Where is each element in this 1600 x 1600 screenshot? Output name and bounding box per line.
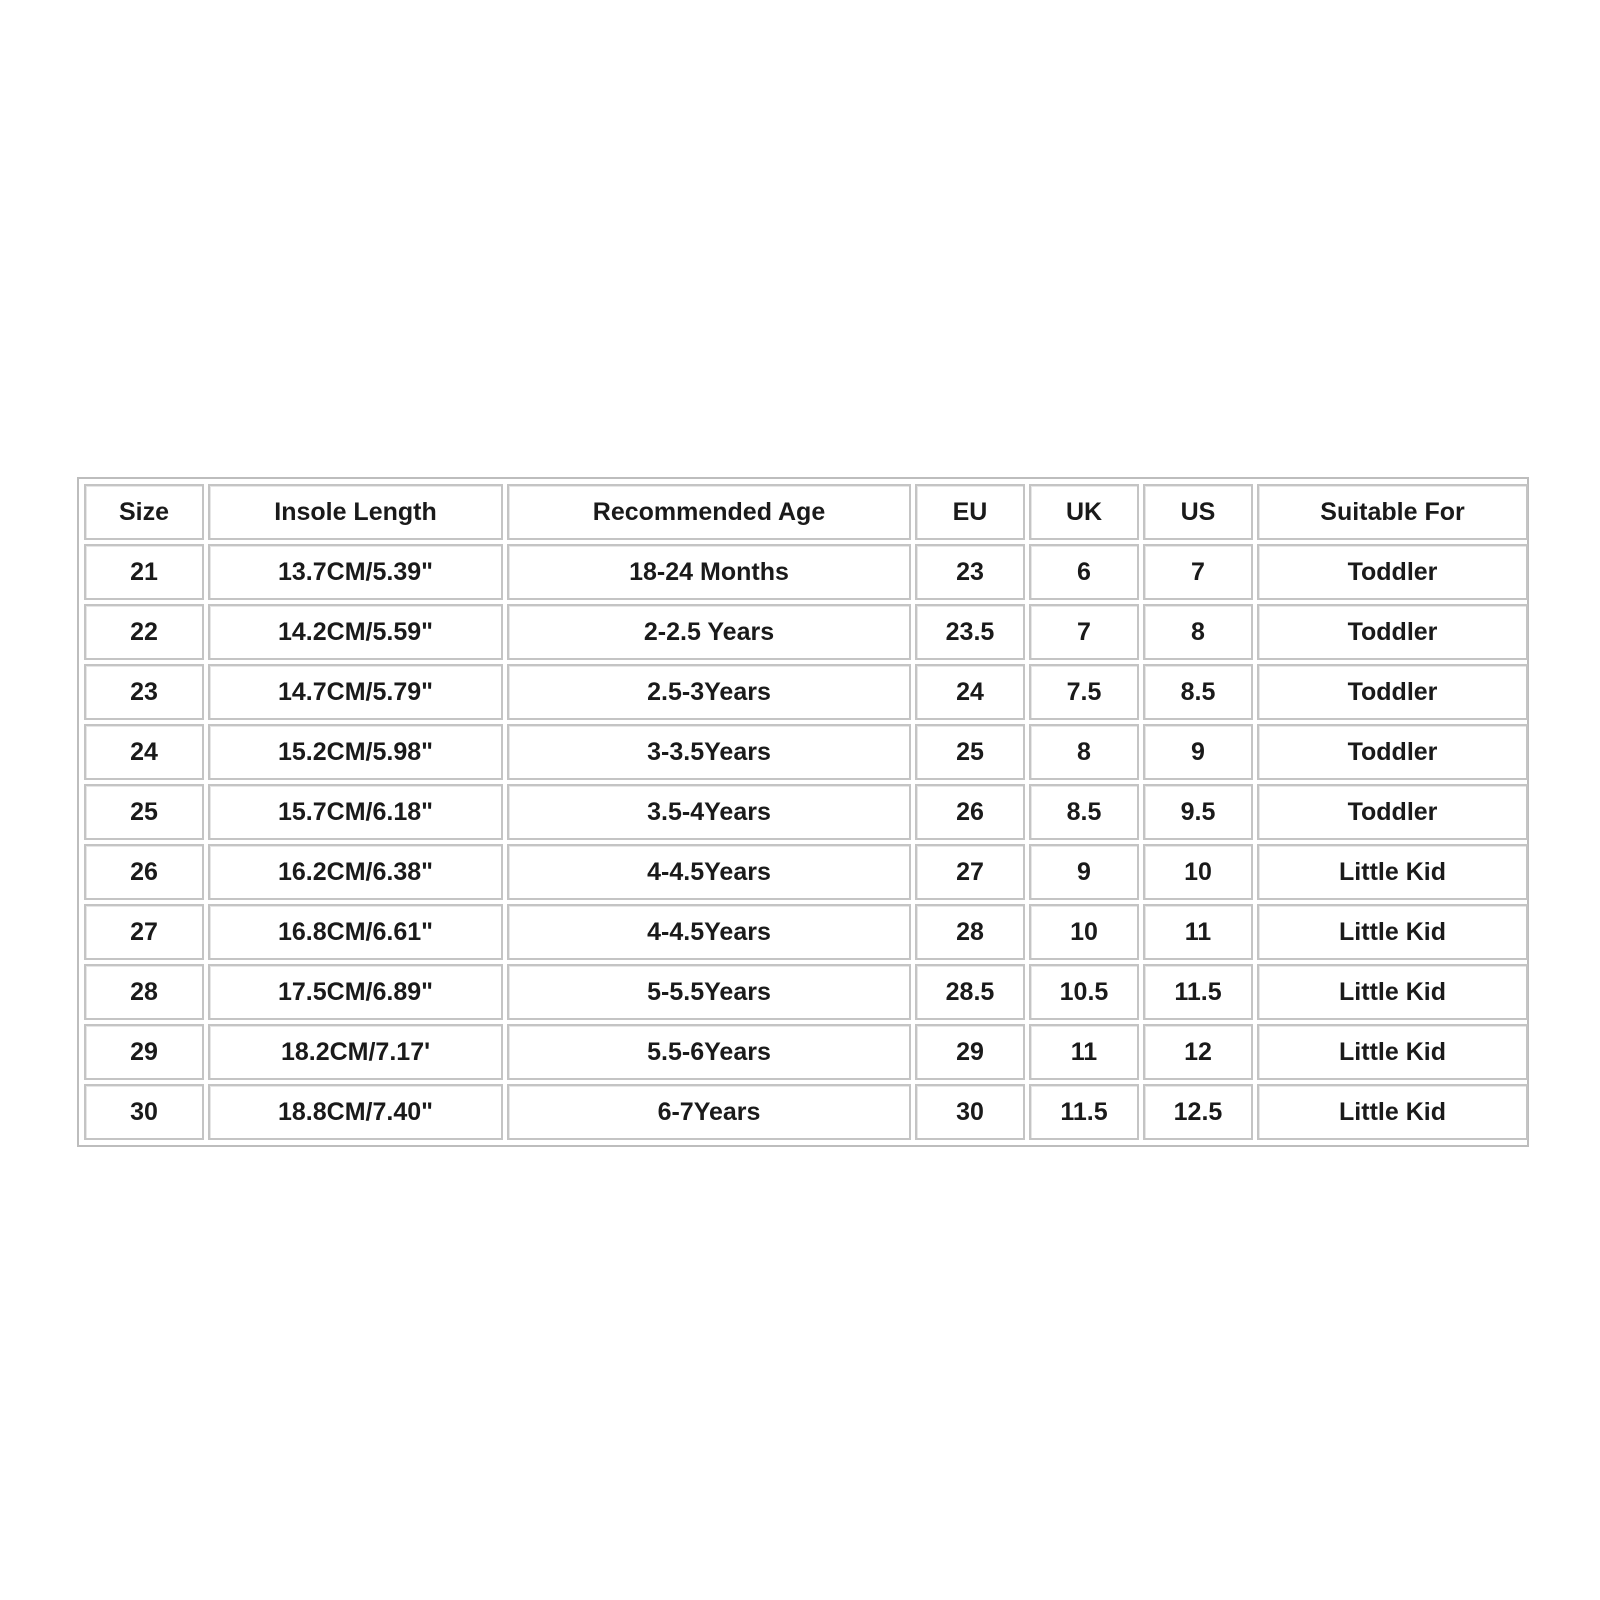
eu-cell: 23 [915, 544, 1025, 600]
recommended-age-cell: 3.5-4Years [507, 784, 911, 840]
us-cell: 12.5 [1143, 1084, 1253, 1140]
insole-length-cell: 16.2CM/6.38" [208, 844, 503, 900]
table-body [84, 544, 1528, 1140]
size-chart [77, 477, 1529, 1147]
suitable-for-cell: Little Kid [1257, 904, 1528, 960]
uk-cell: 6 [1029, 544, 1139, 600]
size-cell: 30 [84, 1084, 204, 1140]
insole-length-cell: 18.2CM/7.17' [208, 1024, 503, 1080]
header-uk: UK [1029, 484, 1139, 540]
size-cell: 28 [84, 964, 204, 1020]
table-row [84, 724, 1528, 780]
table-row [84, 604, 1528, 660]
insole-length-cell: 16.8CM/6.61" [208, 904, 503, 960]
header-us: US [1143, 484, 1253, 540]
insole-length-cell: 15.7CM/6.18" [208, 784, 503, 840]
us-cell: 9.5 [1143, 784, 1253, 840]
header-size: Size [84, 484, 204, 540]
suitable-for-cell: Toddler [1257, 784, 1528, 840]
us-cell: 8.5 [1143, 664, 1253, 720]
recommended-age-cell: 5-5.5Years [507, 964, 911, 1020]
recommended-age-cell: 2-2.5 Years [507, 604, 911, 660]
header-recommended-age: Recommended Age [507, 484, 911, 540]
table-row [84, 784, 1528, 840]
table-row [84, 844, 1528, 900]
uk-cell: 8 [1029, 724, 1139, 780]
table-row [84, 964, 1528, 1020]
eu-cell: 26 [915, 784, 1025, 840]
size-chart-table [80, 480, 1532, 1144]
insole-length-cell: 17.5CM/6.89" [208, 964, 503, 1020]
size-cell: 26 [84, 844, 204, 900]
us-cell: 9 [1143, 724, 1253, 780]
recommended-age-cell: 3-3.5Years [507, 724, 911, 780]
eu-cell: 29 [915, 1024, 1025, 1080]
eu-cell: 27 [915, 844, 1025, 900]
insole-length-cell: 14.7CM/5.79" [208, 664, 503, 720]
suitable-for-cell: Little Kid [1257, 1024, 1528, 1080]
us-cell: 8 [1143, 604, 1253, 660]
eu-cell: 28 [915, 904, 1025, 960]
uk-cell: 10 [1029, 904, 1139, 960]
uk-cell: 10.5 [1029, 964, 1139, 1020]
table-row [84, 1024, 1528, 1080]
eu-cell: 28.5 [915, 964, 1025, 1020]
recommended-age-cell: 5.5-6Years [507, 1024, 911, 1080]
suitable-for-cell: Toddler [1257, 544, 1528, 600]
header-insole-length: Insole Length [208, 484, 503, 540]
uk-cell: 9 [1029, 844, 1139, 900]
uk-cell: 8.5 [1029, 784, 1139, 840]
uk-cell: 7 [1029, 604, 1139, 660]
uk-cell: 11.5 [1029, 1084, 1139, 1140]
size-cell: 23 [84, 664, 204, 720]
us-cell: 10 [1143, 844, 1253, 900]
suitable-for-cell: Little Kid [1257, 844, 1528, 900]
eu-cell: 30 [915, 1084, 1025, 1140]
size-cell: 22 [84, 604, 204, 660]
table-row [84, 1084, 1528, 1140]
insole-length-cell: 18.8CM/7.40" [208, 1084, 503, 1140]
eu-cell: 24 [915, 664, 1025, 720]
suitable-for-cell: Toddler [1257, 724, 1528, 780]
us-cell: 12 [1143, 1024, 1253, 1080]
eu-cell: 25 [915, 724, 1025, 780]
header-suitable-for: Suitable For [1257, 484, 1528, 540]
table-row [84, 664, 1528, 720]
size-cell: 25 [84, 784, 204, 840]
recommended-age-cell: 4-4.5Years [507, 904, 911, 960]
us-cell: 7 [1143, 544, 1253, 600]
eu-cell: 23.5 [915, 604, 1025, 660]
header-row [84, 484, 1528, 540]
recommended-age-cell: 4-4.5Years [507, 844, 911, 900]
uk-cell: 11 [1029, 1024, 1139, 1080]
recommended-age-cell: 2.5-3Years [507, 664, 911, 720]
suitable-for-cell: Little Kid [1257, 964, 1528, 1020]
suitable-for-cell: Toddler [1257, 604, 1528, 660]
recommended-age-cell: 6-7Years [507, 1084, 911, 1140]
header-eu: EU [915, 484, 1025, 540]
recommended-age-cell: 18-24 Months [507, 544, 911, 600]
size-cell: 27 [84, 904, 204, 960]
table-row [84, 544, 1528, 600]
insole-length-cell: 15.2CM/5.98" [208, 724, 503, 780]
size-cell: 24 [84, 724, 204, 780]
table-row [84, 904, 1528, 960]
suitable-for-cell: Toddler [1257, 664, 1528, 720]
insole-length-cell: 14.2CM/5.59" [208, 604, 503, 660]
us-cell: 11 [1143, 904, 1253, 960]
us-cell: 11.5 [1143, 964, 1253, 1020]
insole-length-cell: 13.7CM/5.39" [208, 544, 503, 600]
size-cell: 29 [84, 1024, 204, 1080]
suitable-for-cell: Little Kid [1257, 1084, 1528, 1140]
size-cell: 21 [84, 544, 204, 600]
uk-cell: 7.5 [1029, 664, 1139, 720]
